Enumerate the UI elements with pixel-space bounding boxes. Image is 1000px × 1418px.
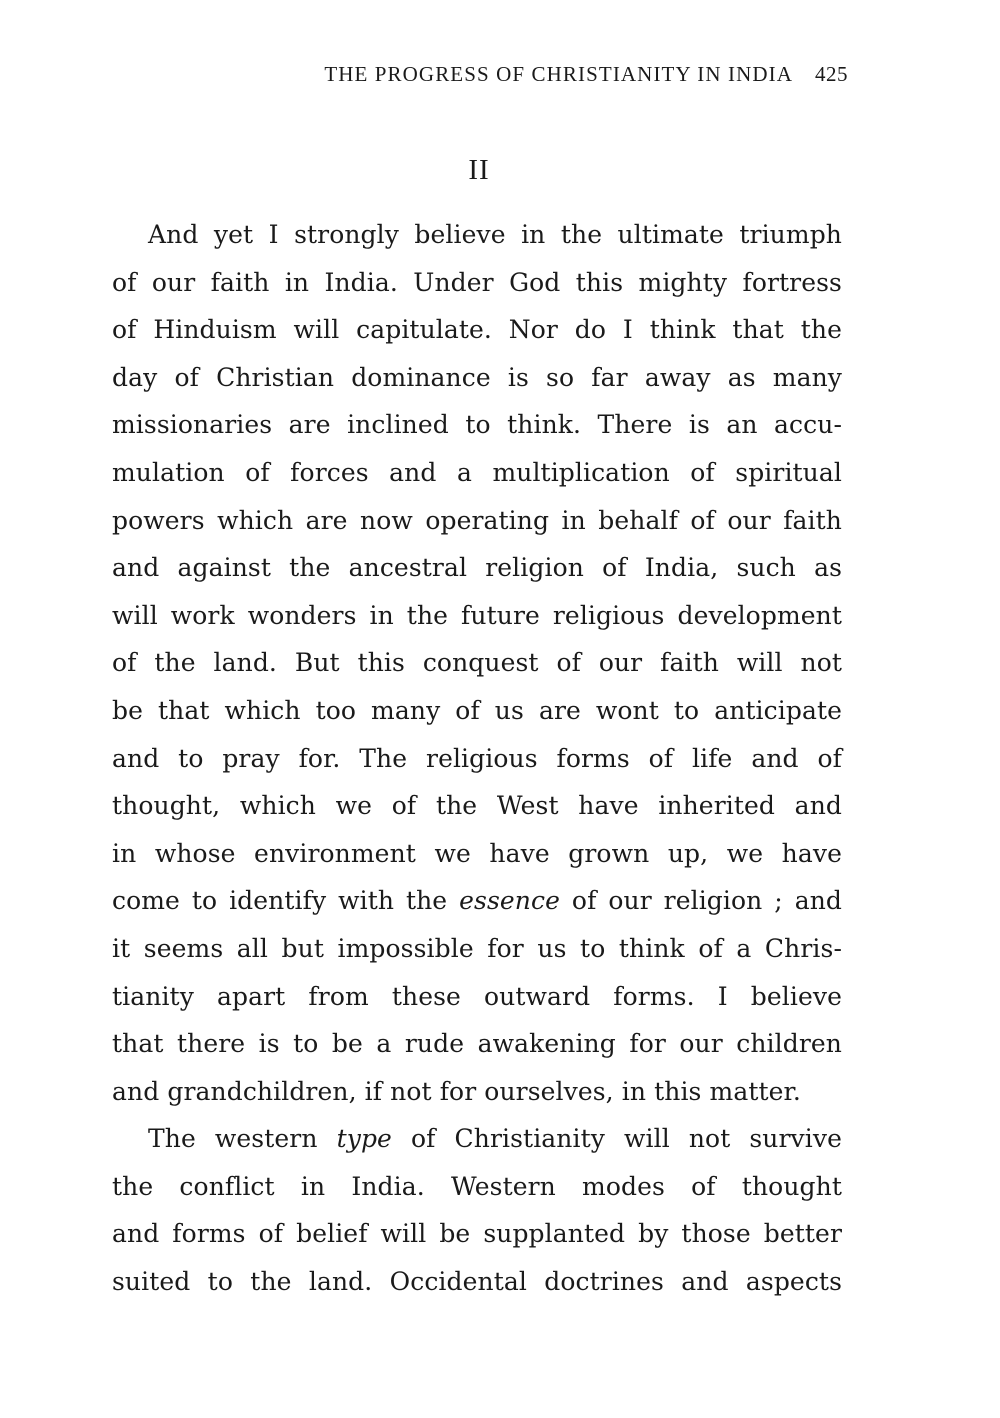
text-line: the conflict in India. Western modes of thought [112,1171,842,1201]
running-header [110,60,848,88]
body-text [112,211,842,1306]
text-segment: come to identify with the [112,886,448,916]
text-line: and forms of belief will be supplanted by those better [112,1219,842,1249]
text-line: missionaries are inclined to think. There is an accu- [112,410,842,440]
text-line: of our faith in India. Under God this mighty fortress [112,267,842,297]
text-segment: of Christianity will not survive [411,1124,842,1154]
text-line: it seems all but impossible for us to think of a Chris- [112,933,842,963]
text-segment: of our religion ; and [571,886,843,916]
text-line: tianity apart from these outward forms. I believe [112,981,842,1011]
page-number: 425 [815,62,848,86]
text-segment: The western [148,1124,318,1154]
running-title: THE PROGRESS OF CHRISTIANITY IN INDIA [324,62,793,86]
text-line: of Hinduism will capitulate. Nor do I think that the [112,315,842,345]
text-line: that there is to be a rude awakening for our children [112,1029,842,1059]
section-number: II [468,154,490,186]
text-line: thought, which we of the West have inherited and [112,791,842,821]
italic-word: type [336,1124,392,1154]
text-line: in whose environment we have grown up, we have [112,838,842,868]
text-line: And yet I strongly believe in the ultimate triumph [148,220,842,249]
text-line [112,1115,842,1163]
text-line: and grandchildren, if not for ourselves, in this matter. [112,1076,801,1106]
text-line [112,877,842,925]
text-line: and to pray for. The religious forms of life and of [112,743,842,773]
text-line: be that which too many of us are wont to anticipate [112,695,842,725]
text-line: of the land. But this conquest of our faith will not [112,648,842,678]
text-line: day of Christian dominance is so far away as many [112,362,842,392]
text-line: mulation of forces and a multiplication of spiritual [112,457,842,487]
italic-word: essence [459,886,560,916]
text-line: suited to the land. Occidental doctrines and aspects [112,1267,842,1297]
text-line: and against the ancestral religion of India, such as [112,553,842,583]
text-line: will work wonders in the future religious development [112,600,842,630]
text-line: powers which are now operating in behalf of our faith [112,505,842,535]
